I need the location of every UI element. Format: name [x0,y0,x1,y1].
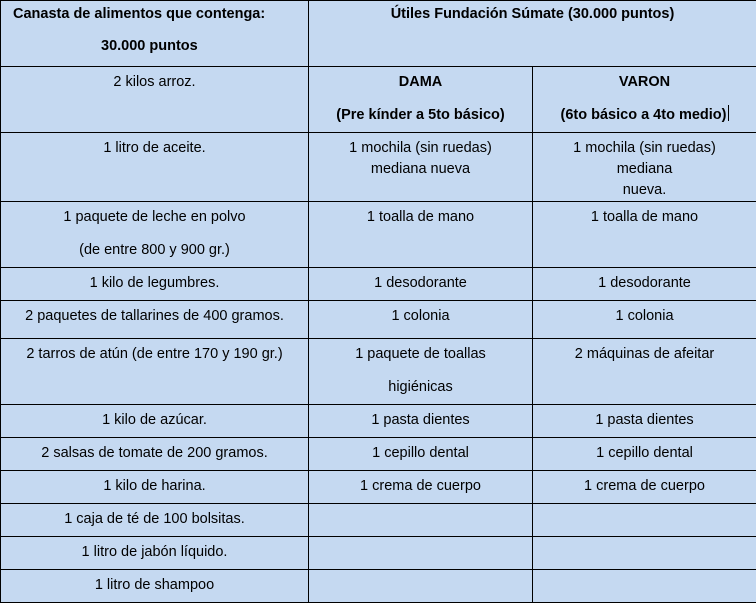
dama-cell-empty[interactable] [309,570,533,603]
varon-cell[interactable] [533,471,756,504]
table-row [1,504,756,537]
table-row [1,537,756,570]
table-row [1,405,756,438]
dama-cell[interactable] [309,405,533,438]
table-row [1,301,756,339]
varon-item: 1 colonia [615,308,673,324]
varon-cell-empty[interactable] [533,537,756,570]
food-item: 1 kilo de azúcar. [102,412,207,428]
table-row [1,268,756,301]
dama-cell[interactable] [309,301,533,339]
food-basket-header-line1: Canasta de alimentos que contenga: [13,6,265,22]
school-supplies-header-title: Útiles Fundación Súmate (30.000 puntos) [391,6,675,22]
header-row [1,1,756,67]
food-item: 1 kilo de legumbres. [90,275,220,291]
food-cell[interactable] [1,133,309,202]
table-row [1,67,756,133]
varon-cell[interactable] [533,133,756,202]
food-cell[interactable] [1,537,309,570]
varon-item: 1 pasta dientes [595,412,693,428]
food-basket-header-cell[interactable] [1,1,309,67]
dama-cell[interactable] [309,438,533,471]
food-cell[interactable] [1,438,309,471]
table-row [1,570,756,603]
dama-cell[interactable] [309,202,533,268]
varon-cell[interactable] [533,301,756,339]
varon-item-line: mediana [617,161,673,177]
dama-cell-empty[interactable] [309,537,533,570]
table-row [1,339,756,405]
varon-cell[interactable] [533,202,756,268]
food-cell[interactable] [1,339,309,405]
varon-item: 2 máquinas de afeitar [575,346,714,362]
dama-item-line: mediana nueva [371,161,470,177]
varon-item-line: 1 mochila (sin ruedas) [573,140,716,156]
food-cell[interactable] [1,67,309,133]
food-cell[interactable] [1,504,309,537]
varon-cell[interactable] [533,438,756,471]
dama-range: (Pre kínder a 5to básico) [336,107,504,123]
food-item: 2 kilos arroz. [113,74,195,90]
dama-cell[interactable] [309,268,533,301]
food-cell[interactable] [1,268,309,301]
text-cursor [728,105,729,121]
food-basket-header-points: 30.000 puntos [13,36,304,57]
dama-item: 1 toalla de mano [367,209,474,225]
dama-item: 1 pasta dientes [371,412,469,428]
table-row [1,202,756,268]
food-cell[interactable] [1,570,309,603]
varon-item: 1 desodorante [598,275,691,291]
dama-cell-empty[interactable] [309,504,533,537]
food-item: 1 litro de jabón líquido. [82,544,228,560]
dama-item: 1 cepillo dental [372,445,469,461]
food-item: 2 salsas de tomate de 200 gramos. [41,445,268,461]
food-item-line: 1 paquete de leche en polvo [63,209,245,225]
food-item: 1 caja de té de 100 bolsitas. [64,511,245,527]
dama-item-line: 1 paquete de toallas [355,346,486,362]
food-item: 1 litro de shampoo [95,577,214,593]
varon-range: (6to básico a 4to medio) [561,107,727,123]
food-item: 1 kilo de harina. [103,478,205,494]
school-supplies-header-cell[interactable] [309,1,756,67]
dama-cell[interactable] [309,339,533,405]
dama-title: DAMA [399,74,443,90]
dama-cell[interactable] [309,471,533,504]
varon-cell-empty[interactable] [533,570,756,603]
varon-header-cell[interactable] [533,67,756,133]
food-item: 1 litro de aceite. [103,140,205,156]
table-row [1,133,756,202]
varon-cell-empty[interactable] [533,504,756,537]
dama-item: 1 crema de cuerpo [360,478,481,494]
food-cell[interactable] [1,202,309,268]
dama-item: 1 desodorante [374,275,467,291]
varon-title: VARON [619,74,670,90]
varon-item: 1 cepillo dental [596,445,693,461]
dama-header-cell[interactable] [309,67,533,133]
table-row [1,471,756,504]
varon-cell[interactable] [533,268,756,301]
varon-item-line: nueva. [623,182,667,198]
dama-item: 1 colonia [391,308,449,324]
food-item: 2 paquetes de tallarines de 400 gramos. [25,308,284,324]
dama-item-line: 1 mochila (sin ruedas) [349,140,492,156]
varon-cell[interactable] [533,339,756,405]
dama-cell[interactable] [309,133,533,202]
food-item-line: (de entre 800 y 900 gr.) [79,242,230,258]
table-row [1,438,756,471]
dama-item-line: higiénicas [388,379,453,395]
food-cell[interactable] [1,301,309,339]
food-cell[interactable] [1,405,309,438]
varon-item: 1 toalla de mano [591,209,698,225]
food-cell[interactable] [1,471,309,504]
varon-item: 1 crema de cuerpo [584,478,705,494]
varon-cell[interactable] [533,405,756,438]
food-item: 2 tarros de atún (de entre 170 y 190 gr.) [26,346,282,362]
